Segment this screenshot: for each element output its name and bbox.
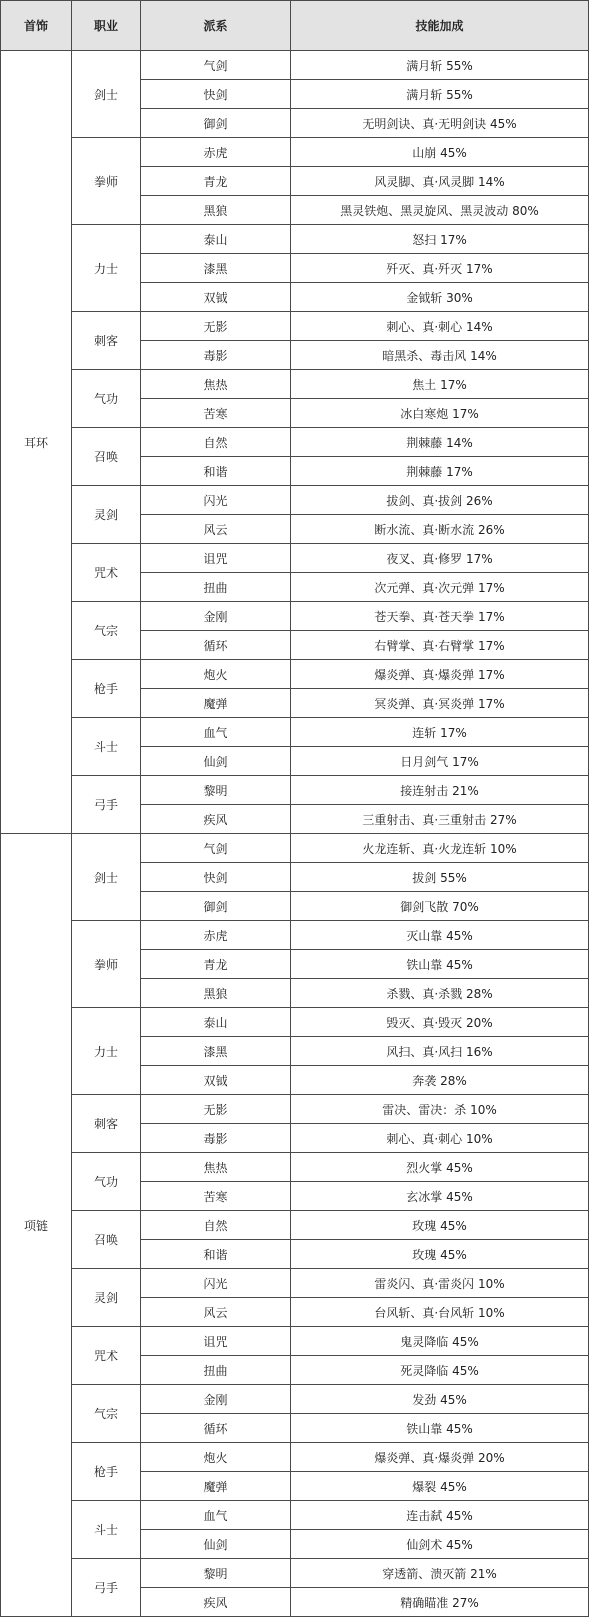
school-cell: 青龙: [141, 950, 291, 979]
skill-bonus-cell: 冰白寒炮 17%: [291, 399, 589, 428]
table-row: [1, 776, 589, 805]
class-cell: 剑士: [72, 51, 141, 138]
skill-bonus-cell: 雷决、雷决：杀 10%: [291, 1095, 589, 1124]
table-row: [1, 51, 589, 80]
class-cell: 灵剑: [72, 1269, 141, 1327]
header-class: 职业: [72, 1, 141, 51]
class-cell: 气宗: [72, 1385, 141, 1443]
school-cell: 双钺: [141, 1066, 291, 1095]
skill-bonus-cell: 铁山靠 45%: [291, 950, 589, 979]
skill-bonus-cell: 毁灭、真·毁灭 20%: [291, 1008, 589, 1037]
table-row: [1, 370, 589, 399]
skill-bonus-cell: 仙剑术 45%: [291, 1530, 589, 1559]
school-cell: 循环: [141, 1414, 291, 1443]
school-cell: 御剑: [141, 892, 291, 921]
school-cell: 循环: [141, 631, 291, 660]
skill-bonus-cell: 刺心、真·刺心 10%: [291, 1124, 589, 1153]
skill-bonus-cell: 风扫、真·风扫 16%: [291, 1037, 589, 1066]
school-cell: 御剑: [141, 109, 291, 138]
class-cell: 咒术: [72, 1327, 141, 1385]
header-row: [1, 1, 589, 51]
school-cell: 血气: [141, 1501, 291, 1530]
school-cell: 自然: [141, 428, 291, 457]
school-cell: 炮火: [141, 1443, 291, 1472]
table-body: [1, 51, 589, 1617]
class-cell: 气功: [72, 1153, 141, 1211]
school-cell: 仙剑: [141, 1530, 291, 1559]
table-row: [1, 544, 589, 573]
school-cell: 黑狼: [141, 196, 291, 225]
table-row: [1, 486, 589, 515]
school-cell: 泰山: [141, 225, 291, 254]
table-row: [1, 1153, 589, 1182]
school-cell: 苦寒: [141, 399, 291, 428]
school-cell: 和谐: [141, 457, 291, 486]
class-cell: 气功: [72, 370, 141, 428]
skill-bonus-cell: 雷炎闪、真·雷炎闪 10%: [291, 1269, 589, 1298]
skill-bonus-cell: 金钺斩 30%: [291, 283, 589, 312]
table-row: [1, 602, 589, 631]
school-cell: 无影: [141, 312, 291, 341]
school-cell: 气剑: [141, 834, 291, 863]
skill-bonus-cell: 发劲 45%: [291, 1385, 589, 1414]
class-cell: 力士: [72, 1008, 141, 1095]
skill-bonus-cell: 台风斩、真·台风斩 10%: [291, 1298, 589, 1327]
school-cell: 赤虎: [141, 138, 291, 167]
skill-bonus-cell: 风灵脚、真·风灵脚 14%: [291, 167, 589, 196]
school-cell: 无影: [141, 1095, 291, 1124]
school-cell: 双钺: [141, 283, 291, 312]
table-row: [1, 1211, 589, 1240]
school-cell: 焦热: [141, 370, 291, 399]
table-row: [1, 921, 589, 950]
skill-bonus-cell: 夜叉、真·修罗 17%: [291, 544, 589, 573]
table-row: [1, 428, 589, 457]
accessory-cell: 项链: [1, 834, 72, 1617]
school-cell: 快剑: [141, 863, 291, 892]
skill-bonus-cell: 右臂掌、真·右臂掌 17%: [291, 631, 589, 660]
school-cell: 扭曲: [141, 1356, 291, 1385]
class-cell: 枪手: [72, 660, 141, 718]
table-row: [1, 718, 589, 747]
table-row: [1, 660, 589, 689]
school-cell: 仙剑: [141, 747, 291, 776]
school-cell: 黎明: [141, 776, 291, 805]
skill-bonus-cell: 杀戮、真·杀戮 28%: [291, 979, 589, 1008]
skill-bonus-cell: 爆炎弹、真·爆炎弹 20%: [291, 1443, 589, 1472]
school-cell: 漆黑: [141, 1037, 291, 1066]
skill-bonus-cell: 奔袭 28%: [291, 1066, 589, 1095]
skill-bonus-cell: 玄冰掌 45%: [291, 1182, 589, 1211]
class-cell: 刺客: [72, 1095, 141, 1153]
school-cell: 疾风: [141, 805, 291, 834]
class-cell: 斗士: [72, 718, 141, 776]
skill-bonus-cell: 精确瞄准 27%: [291, 1588, 589, 1617]
school-cell: 魔弹: [141, 689, 291, 718]
accessory-cell: 耳环: [1, 51, 72, 834]
table-row: [1, 1095, 589, 1124]
skill-bonus-cell: 爆裂 45%: [291, 1472, 589, 1501]
class-cell: 拳师: [72, 921, 141, 1008]
school-cell: 金刚: [141, 1385, 291, 1414]
class-cell: 剑士: [72, 834, 141, 921]
skill-bonus-cell: 荆棘藤 17%: [291, 457, 589, 486]
school-cell: 和谐: [141, 1240, 291, 1269]
table-row: [1, 1385, 589, 1414]
skill-bonus-cell: 三重射击、真·三重射击 27%: [291, 805, 589, 834]
school-cell: 诅咒: [141, 544, 291, 573]
skill-bonus-cell: 冥炎弹、真·冥炎弹 17%: [291, 689, 589, 718]
school-cell: 漆黑: [141, 254, 291, 283]
school-cell: 毒影: [141, 1124, 291, 1153]
school-cell: 黑狼: [141, 979, 291, 1008]
skill-bonus-cell: 接连射击 21%: [291, 776, 589, 805]
skill-bonus-cell: 刺心、真·刺心 14%: [291, 312, 589, 341]
skill-bonus-cell: 火龙连斩、真·火龙连斩 10%: [291, 834, 589, 863]
class-cell: 拳师: [72, 138, 141, 225]
school-cell: 赤虎: [141, 921, 291, 950]
skill-bonus-cell: 日月剑气 17%: [291, 747, 589, 776]
header-accessory: 首饰: [1, 1, 72, 51]
skill-bonus-cell: 次元弹、真·次元弹 17%: [291, 573, 589, 602]
school-cell: 闪光: [141, 1269, 291, 1298]
table-row: [1, 1008, 589, 1037]
school-cell: 诅咒: [141, 1327, 291, 1356]
skill-bonus-cell: 黑灵铁炮、黑灵旋风、黑灵波动 80%: [291, 196, 589, 225]
class-cell: 斗士: [72, 1501, 141, 1559]
skill-bonus-cell: 拔剑、真·拔剑 26%: [291, 486, 589, 515]
skill-bonus-cell: 断水流、真·断水流 26%: [291, 515, 589, 544]
table-row: [1, 1559, 589, 1588]
skill-bonus-cell: 爆炎弹、真·爆炎弹 17%: [291, 660, 589, 689]
skill-bonus-cell: 山崩 45%: [291, 138, 589, 167]
skill-bonus-cell: 铁山靠 45%: [291, 1414, 589, 1443]
table-row: [1, 312, 589, 341]
school-cell: 扭曲: [141, 573, 291, 602]
class-cell: 力士: [72, 225, 141, 312]
header-skill-bonus: 技能加成: [291, 1, 589, 51]
skill-bonus-cell: 歼灭、真·歼灭 17%: [291, 254, 589, 283]
school-cell: 青龙: [141, 167, 291, 196]
skill-bonus-cell: 玫瑰 45%: [291, 1211, 589, 1240]
class-cell: 召唤: [72, 1211, 141, 1269]
school-cell: 风云: [141, 1298, 291, 1327]
school-cell: 血气: [141, 718, 291, 747]
table-row: [1, 225, 589, 254]
class-cell: 灵剑: [72, 486, 141, 544]
school-cell: 炮火: [141, 660, 291, 689]
school-cell: 疾风: [141, 1588, 291, 1617]
skill-bonus-cell: 死灵降临 45%: [291, 1356, 589, 1385]
class-cell: 枪手: [72, 1443, 141, 1501]
school-cell: 闪光: [141, 486, 291, 515]
skill-bonus-cell: 满月斩 55%: [291, 51, 589, 80]
school-cell: 快剑: [141, 80, 291, 109]
school-cell: 毒影: [141, 341, 291, 370]
skill-bonus-cell: 焦土 17%: [291, 370, 589, 399]
school-cell: 自然: [141, 1211, 291, 1240]
class-cell: 弓手: [72, 1559, 141, 1617]
skill-bonus-cell: 怒扫 17%: [291, 225, 589, 254]
school-cell: 焦热: [141, 1153, 291, 1182]
class-cell: 咒术: [72, 544, 141, 602]
table-row: [1, 834, 589, 863]
class-cell: 刺客: [72, 312, 141, 370]
skill-bonus-cell: 荆棘藤 14%: [291, 428, 589, 457]
skill-bonus-cell: 灭山靠 45%: [291, 921, 589, 950]
class-cell: 气宗: [72, 602, 141, 660]
class-cell: 召唤: [72, 428, 141, 486]
skill-bonus-cell: 满月斩 55%: [291, 80, 589, 109]
skill-bonus-cell: 穿透箭、溃灭箭 21%: [291, 1559, 589, 1588]
table-row: [1, 1501, 589, 1530]
table-row: [1, 1269, 589, 1298]
skill-bonus-cell: 苍天拳、真·苍天拳 17%: [291, 602, 589, 631]
table-row: [1, 1443, 589, 1472]
table-row: [1, 1327, 589, 1356]
school-cell: 泰山: [141, 1008, 291, 1037]
school-cell: 苦寒: [141, 1182, 291, 1211]
school-cell: 金刚: [141, 602, 291, 631]
school-cell: 黎明: [141, 1559, 291, 1588]
header-school: 派系: [141, 1, 291, 51]
skill-bonus-cell: 拔剑 55%: [291, 863, 589, 892]
school-cell: 气剑: [141, 51, 291, 80]
skill-bonus-cell: 御剑飞散 70%: [291, 892, 589, 921]
school-cell: 魔弹: [141, 1472, 291, 1501]
skill-bonus-cell: 暗黑杀、毒击风 14%: [291, 341, 589, 370]
skill-bonus-cell: 玫瑰 45%: [291, 1240, 589, 1269]
school-cell: 风云: [141, 515, 291, 544]
skill-bonus-cell: 无明剑诀、真·无明剑诀 45%: [291, 109, 589, 138]
skill-bonus-cell: 连击弑 45%: [291, 1501, 589, 1530]
skill-bonus-cell: 连斩 17%: [291, 718, 589, 747]
class-cell: 弓手: [72, 776, 141, 834]
skill-bonus-cell: 鬼灵降临 45%: [291, 1327, 589, 1356]
skill-bonus-cell: 烈火掌 45%: [291, 1153, 589, 1182]
table-row: [1, 138, 589, 167]
